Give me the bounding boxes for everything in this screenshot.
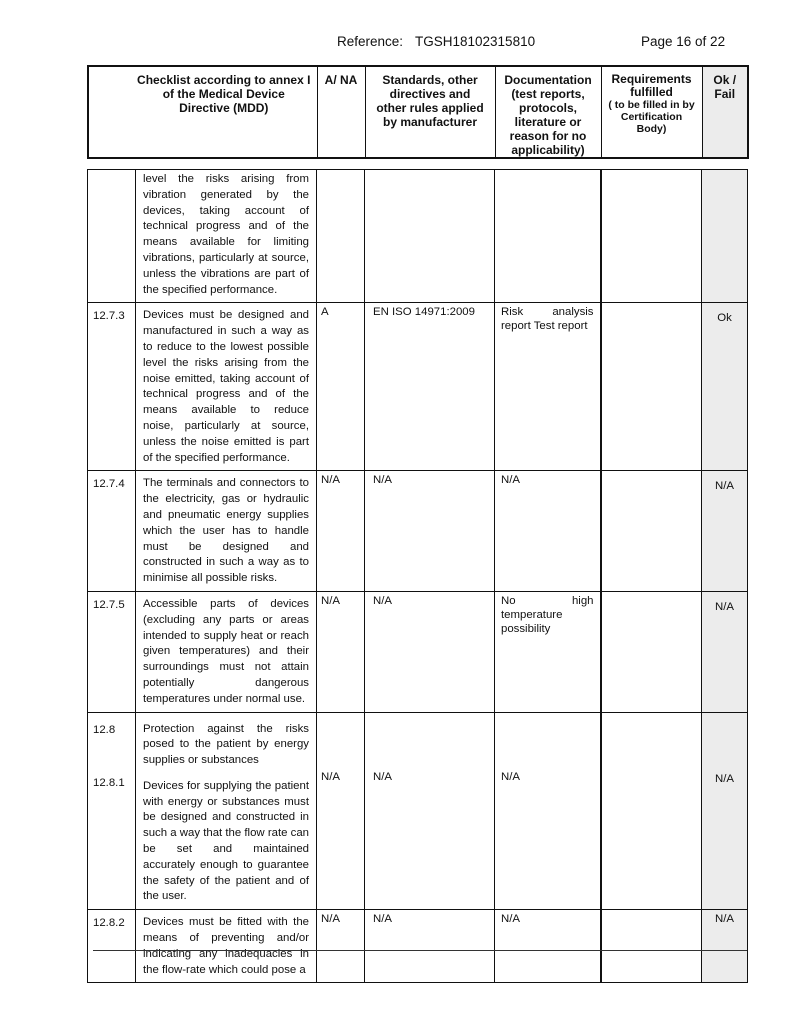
ok-fail-value: N/A xyxy=(715,772,734,785)
ok-fail-cell xyxy=(702,170,748,303)
footer-divider xyxy=(93,950,747,951)
ok-fail-cell: N/A xyxy=(702,910,748,983)
clause-text: level the risks arising from vibration generated by the devices, taking account of technical progress and of the means available for limiting vibrations, particularly at source, unless the vibrations are part of the specified performance. xyxy=(136,170,317,303)
documentation-line: No high xyxy=(501,594,594,607)
applicability-cell: N/A xyxy=(317,471,365,592)
table-row xyxy=(88,591,748,712)
table-row xyxy=(88,712,748,910)
clause-text: The terminals and connectors to the electricity, gas or hydraulic and pneumatic energy supplies which the user has to handle must be designed and constructed in such a way as to minimise all possible risks. xyxy=(136,471,317,592)
page-number: Page 16 of 22 xyxy=(641,34,726,49)
standards-cell: N/A xyxy=(365,910,495,983)
documentation-line: report Test report xyxy=(501,320,588,333)
clause-text: Devices must be fitted with the means of preventing and/or indicating any inadequacies in the flow-rate which could pose a xyxy=(136,910,317,983)
documentation-line: Risk analysis xyxy=(501,306,594,319)
documentation-value: N/A xyxy=(501,770,520,783)
column-requirements xyxy=(601,66,702,158)
standards-cell xyxy=(365,712,495,910)
column-ok-fail: Ok / Fail xyxy=(702,66,748,158)
applicability-cell: A xyxy=(317,303,365,471)
standards-value: N/A xyxy=(373,770,392,783)
requirements-cell xyxy=(601,910,702,983)
requirements-cell xyxy=(601,170,702,303)
clause-number: 12.7.5 xyxy=(88,591,136,712)
clause-number: 12.8 xyxy=(93,723,116,736)
documentation-cell: N/A xyxy=(495,910,601,983)
clause-number-group xyxy=(88,712,136,910)
applicability-cell xyxy=(317,712,365,910)
requirements-cell xyxy=(601,303,702,471)
column-documentation: Documentation (test reports, protocols, literature or reason for no applicability) xyxy=(495,66,601,158)
requirements-note: ( to be filled in by Certification Body) xyxy=(608,99,695,135)
table-row xyxy=(88,910,748,983)
ok-fail-cell: N/A xyxy=(702,591,748,712)
reference-header xyxy=(0,34,800,52)
table-row xyxy=(88,303,748,471)
ok-fail-cell xyxy=(702,712,748,910)
documentation-cell xyxy=(495,712,601,910)
requirements-title: Requirements fulfilled xyxy=(611,72,692,99)
reference-label: Reference: xyxy=(337,34,404,49)
clause-number: 12.8.2 xyxy=(88,910,136,983)
ok-fail-cell: Ok xyxy=(702,303,748,471)
documentation-line: temperature possibility xyxy=(501,608,563,635)
clause-text: Accessible parts of devices (excluding any parts or areas intended to supply heat or reach given temperatures) and their surroundings must not attain potentially dangerous temperatures under normal use. xyxy=(136,591,317,712)
checklist-body-table xyxy=(87,169,748,983)
requirements-cell xyxy=(601,712,702,910)
clause-number: 12.7.3 xyxy=(88,303,136,471)
clause-text: Devices must be designed and manufactured in such a way as to reduce to the lowest possible level the risks arising from the noise emitted, taking account of technical progress and of the means available to reduce noise, particularly at source, unless the noise emitted is part of the specified performance. xyxy=(136,303,317,471)
documentation-cell xyxy=(495,170,601,303)
standards-cell: N/A xyxy=(365,471,495,592)
requirements-cell xyxy=(601,471,702,592)
documentation-cell: N/A xyxy=(495,471,601,592)
standards-cell: EN ISO 14971:2009 xyxy=(365,303,495,471)
clause-text-group xyxy=(136,712,317,910)
standards-cell: N/A xyxy=(365,591,495,712)
checklist-header-table xyxy=(87,65,749,159)
requirements-cell xyxy=(601,591,702,712)
clause-number: 12.7.4 xyxy=(88,471,136,592)
applicability-cell: N/A xyxy=(317,910,365,983)
ok-fail-cell: N/A xyxy=(702,471,748,592)
standards-cell xyxy=(365,170,495,303)
clause-number xyxy=(88,170,136,303)
table-row xyxy=(88,471,748,592)
column-checklist: Checklist according to annex I of the Medical Device Directive (MDD) xyxy=(88,66,317,158)
table-row xyxy=(88,170,748,303)
column-standards: Standards, other directives and other rules applied by manufacturer xyxy=(365,66,495,158)
applicability-cell: N/A xyxy=(317,591,365,712)
documentation-cell xyxy=(495,303,601,471)
documentation-cell xyxy=(495,591,601,712)
column-a-na: A/ NA xyxy=(317,66,365,158)
clause-text: Devices for supplying the patient with energy or substances must be designed and constructed in such a way that the flow rate can be set and maintained accurately enough to guarantee the safety of the patient and of the user. xyxy=(143,779,309,903)
clause-text: Protection against the risks posed to the patient by energy supplies or substances xyxy=(143,722,309,767)
applicability-value: N/A xyxy=(321,770,340,783)
applicability-cell xyxy=(317,170,365,303)
clause-number: 12.8.1 xyxy=(93,777,125,790)
reference-number: TGSH18102315810 xyxy=(415,34,536,49)
